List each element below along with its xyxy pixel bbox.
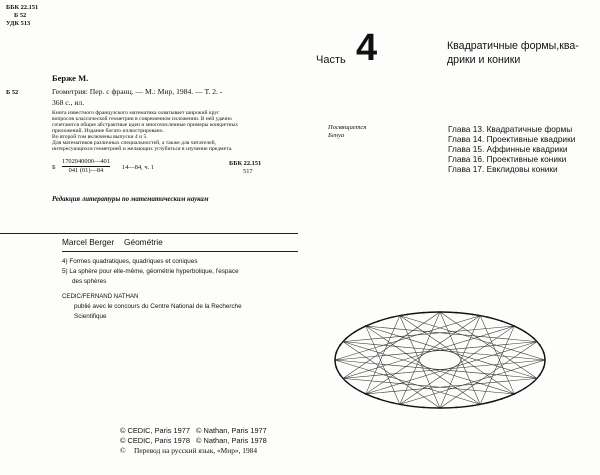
fraction-prefix: Б [52, 164, 56, 171]
copyright-3-symbol: © [120, 446, 126, 455]
chapter-16-label: Глава 16. [448, 154, 485, 164]
ellipse-dot [472, 405, 474, 407]
annotation-line-5: Во второй том включены выпуски 4 и 5. [52, 134, 148, 140]
ellipse-dots [334, 311, 546, 409]
annotation-line-4: приложений. Издание богато иллюстрировано. [52, 128, 164, 134]
chapter-13-title: Квадратичные формы [486, 124, 573, 134]
volume-5-line-1: 5) La sphère pour elle-même, géométrie hyperbolique, l'espace [62, 268, 239, 275]
ellipse-dot [354, 331, 356, 333]
right-page [300, 0, 600, 475]
chapter-14 [448, 134, 575, 144]
ellipse-dot [391, 402, 393, 404]
bbk-footer: ББК 22.151 [229, 160, 262, 167]
ellipse-dot [539, 344, 541, 346]
fraction-suffix: 14—84, ч. 1 [122, 164, 154, 171]
chapter-17-label: Глава 17. [448, 164, 485, 174]
chapter-16-title: Проективные коники [486, 154, 567, 164]
fraction-denominator: 041 (01)—84 [68, 167, 104, 174]
udk-header: УДК 513 [6, 20, 31, 27]
copyright-3-text: Перевод на русский язык, «Мир», 1984 [134, 446, 258, 455]
ellipse-dot [533, 337, 535, 339]
ellipse-dot [339, 374, 341, 376]
copyright-1-left: © CEDIC, Paris 1977 [120, 426, 190, 435]
chapter-14-label: Глава 14. [448, 134, 485, 144]
chapter-13 [448, 124, 572, 134]
ellipse-dot [335, 367, 337, 369]
chapter-15 [448, 144, 567, 154]
ellipse-dot [533, 381, 535, 383]
ellipse-dot [334, 359, 336, 361]
chapter-14-title: Проективные квадрики [486, 134, 576, 144]
chapter-17-title: Евклидовы коники [486, 164, 558, 174]
ellipse-dot [423, 312, 425, 314]
french-title: Géométrie [124, 237, 163, 247]
chapter-15-label: Глава 15. [448, 144, 485, 154]
ellipse-dot [501, 398, 503, 400]
chapter-13-label: Глава 13. [448, 124, 485, 134]
annotation-line-2: вопросов классической геометрии в современном изложении. В ней удачно [52, 116, 232, 122]
copyright-1-right: © Nathan, Paris 1977 [196, 426, 267, 435]
chapter-17 [448, 164, 558, 174]
ellipse-dot [377, 320, 379, 322]
part-title-line-1: Квадратичные формы,ква- [447, 40, 579, 52]
publisher-text-line-2: Scientifique [74, 313, 107, 320]
quadric-figure [330, 305, 550, 415]
annotation-line-3: сочетаются общие абстрактные идеи и многочисленные примеры конкретных [52, 122, 239, 128]
ellipse-dot [439, 311, 441, 313]
ellipse-dot [524, 331, 526, 333]
chapter-15-title: Аффинные квадрики [486, 144, 568, 154]
dedication-line-1: Посвящается [328, 124, 367, 131]
ellipse-dot [407, 405, 409, 407]
ellipse-dot [335, 352, 337, 354]
copyright-2-left: © CEDIC, Paris 1978 [120, 436, 190, 445]
ellipse-dot [354, 387, 356, 389]
ellipse-dot [365, 325, 367, 327]
ellipse-dot [391, 316, 393, 318]
divider-line [0, 233, 298, 234]
ellipse-dot [543, 352, 545, 354]
ellipse-dot [472, 313, 474, 315]
author-heading: Берже М. [52, 73, 89, 83]
bbk-footer-2: 517 [243, 168, 253, 175]
annotation-line-1: Книга известного французского математика охватывает широкий круг [52, 110, 220, 116]
ellipse-dot [456, 312, 458, 314]
volume-4-line: 4) Formes quadratiques, quadriques et coniques [62, 258, 198, 265]
copyright-2-right: © Nathan, Paris 1978 [196, 436, 267, 445]
ellipse-dot [346, 337, 348, 339]
ellipse-dot [513, 325, 515, 327]
french-author: Marcel Berger [62, 237, 115, 247]
part-title-line-2: дрики и коники [447, 54, 521, 66]
ellipse-dot [501, 320, 503, 322]
ellipse-dot [339, 344, 341, 346]
ellipse-dot [439, 407, 441, 409]
catalog-code: Б 52 [6, 89, 19, 96]
volume-5-line-2: des sphères [72, 278, 107, 285]
ellipse-dot [423, 407, 425, 409]
ellipse-dot [513, 393, 515, 395]
annotation-line-7: интересующихся геометрией и желающих углубиться в изучение предмета. [52, 146, 233, 152]
ellipse-dot [524, 387, 526, 389]
ellipse-dot [346, 381, 348, 383]
fraction-numerator: 1702040000—401 [62, 158, 110, 165]
part-label: Часть [316, 54, 346, 66]
ellipse-dot [539, 374, 541, 376]
ellipse-dot [487, 316, 489, 318]
ellipse-dot [543, 367, 545, 369]
ellipse-dot [456, 407, 458, 409]
publisher-text-line-1: publié avec le concours du Centre National de la Recherche [74, 303, 242, 310]
annotation-line-6: Для математиков различных специальностей, а также для читателей, [52, 140, 217, 146]
part-number: 4 [356, 27, 378, 69]
b52-header: Б 52 [14, 12, 27, 19]
ellipse-dot [365, 393, 367, 395]
ellipse-dot [407, 313, 409, 315]
ellipse-dot [544, 359, 546, 361]
left-page [0, 0, 298, 475]
title-underline [62, 251, 298, 252]
biblio-line-2: 368 с., ил. [52, 98, 85, 107]
biblio-line-1: Геометрия: Пер. с франц. — М.: Мир, 1984. — Т. 2. - [52, 87, 223, 96]
editorial-line: Редакция литературы по математическим наукам [52, 196, 209, 203]
catalog-fraction [62, 158, 110, 174]
chapter-16 [448, 154, 566, 164]
ellipse-dot [487, 402, 489, 404]
dedication-line-2: Бенуа [328, 132, 345, 139]
publisher-line: CEDIC/FERNAND NATHAN [62, 293, 139, 300]
ellipse-dot [377, 398, 379, 400]
bbk-header: ББК 22.151 [6, 4, 39, 11]
